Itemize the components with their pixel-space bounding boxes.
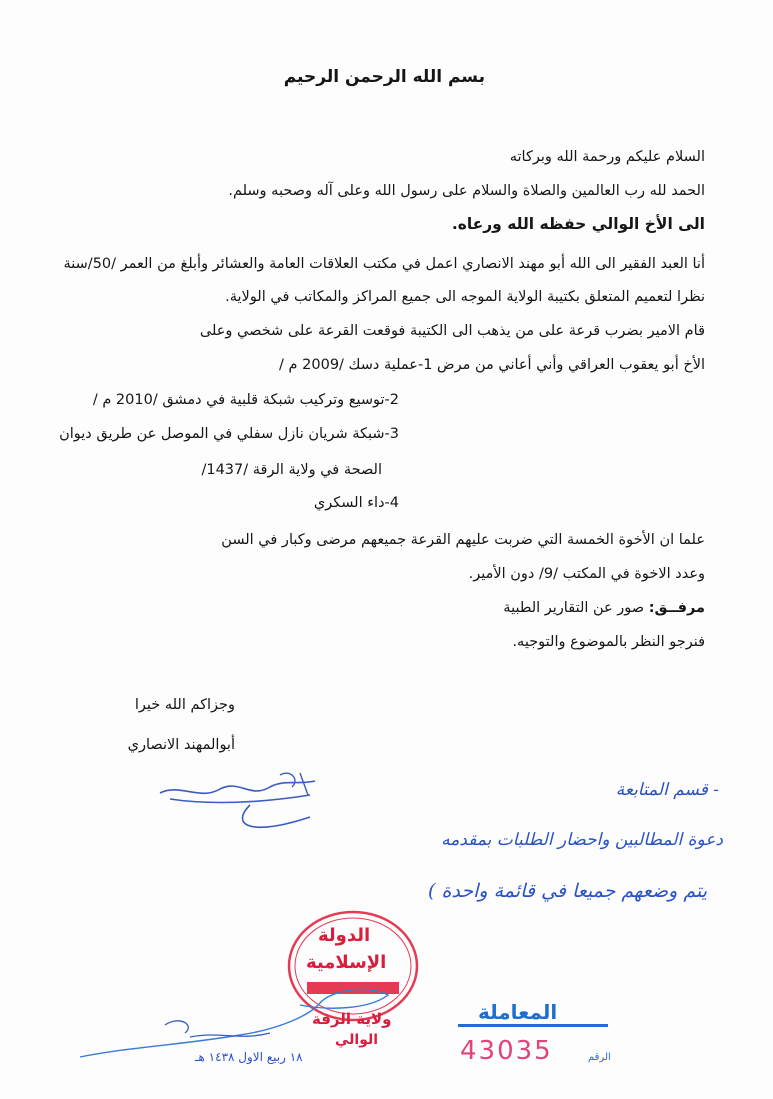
greeting-line: السلام عليكم ورحمة الله وبركاته [509, 149, 705, 165]
seal-province: ولاية الرقة [312, 1010, 392, 1028]
body-line: علما ان الأخوة الخمسة التي ضربت عليهم القرعة جميعهم مرضى وكبار في السن [221, 532, 705, 548]
approval-date: ١٨ ربيع الاول ١٤٣٨ هـ [195, 1050, 303, 1064]
seal-text-line: الدولة [318, 925, 371, 946]
closing-line: وجزاكم الله خيرا [134, 697, 235, 713]
request-line: فنرجو النظر بالموضوع والتوجيه. [512, 634, 705, 650]
attachment-label: مرفــق: [648, 600, 705, 616]
addressee-line: الى الأخ الوالي حفظه الله ورعاه. [451, 215, 705, 233]
attachment-line [503, 597, 705, 619]
body-line: الأخ أبو يعقوب العراقي وأني أعاني من مرض 1-عملية دسك /2009 م / [279, 357, 705, 373]
body-line: نظرا لتعميم المتعلق بكتيبة الولاية الموجه الى جميع المراكز والمكاتب في الولاية. [225, 289, 705, 305]
handwritten-note-line: - قسم المتابعة [615, 780, 719, 800]
transaction-underline [458, 1022, 608, 1030]
transaction-prefix: الرقم [588, 1052, 611, 1063]
seal-text-line: الإسلامية [306, 952, 387, 973]
body-line: 3-شبكة شريان نازل سفلي في الموصل عن طريق ديوان [59, 426, 399, 442]
attachment-text: صور عن التقارير الطبية [503, 600, 645, 616]
praise-line: الحمد لله رب العالمين والصلاة والسلام على رسول الله وعلى آله وصحبه وسلم. [228, 183, 705, 199]
sender-name: أبوالمهند الانصاري [127, 737, 235, 753]
transaction-number: 43035 [460, 1036, 553, 1066]
body-line: 4-داء السكري [313, 495, 399, 511]
seal-office: الوالي [335, 1032, 379, 1048]
body-line: الصحة في ولاية الرقة /1437/ [201, 462, 382, 478]
transaction-label: المعاملة [478, 1000, 558, 1024]
sender-signature [150, 765, 340, 845]
handwritten-note-line: يتم وضعهم جميعا في قائمة واحدة ) [428, 880, 707, 902]
body-line: قام الامير بضرب قرعة على من يذهب الى الكتيبة فوقعت القرعة على شخصي وعلى [199, 323, 705, 339]
body-line: وعدد الاخوة في المكتب /9/ دون الأمير. [468, 566, 705, 582]
body-line: 2-توسيع وتركيب شبكة قلبية في دمشق /2010 م / [92, 392, 399, 408]
handwritten-note-line: دعوة المطالبين واحضار الطلبات بمقدمه [441, 830, 723, 850]
body-line: أنا العبد الفقير الى الله أبو مهند الانصاري اعمل في مكتب العلاقات العامة والعشائر وأبلغ من العمر /50/سنة [63, 256, 705, 272]
basmala-heading: بسم الله الرحمن الرحيم [283, 67, 485, 87]
